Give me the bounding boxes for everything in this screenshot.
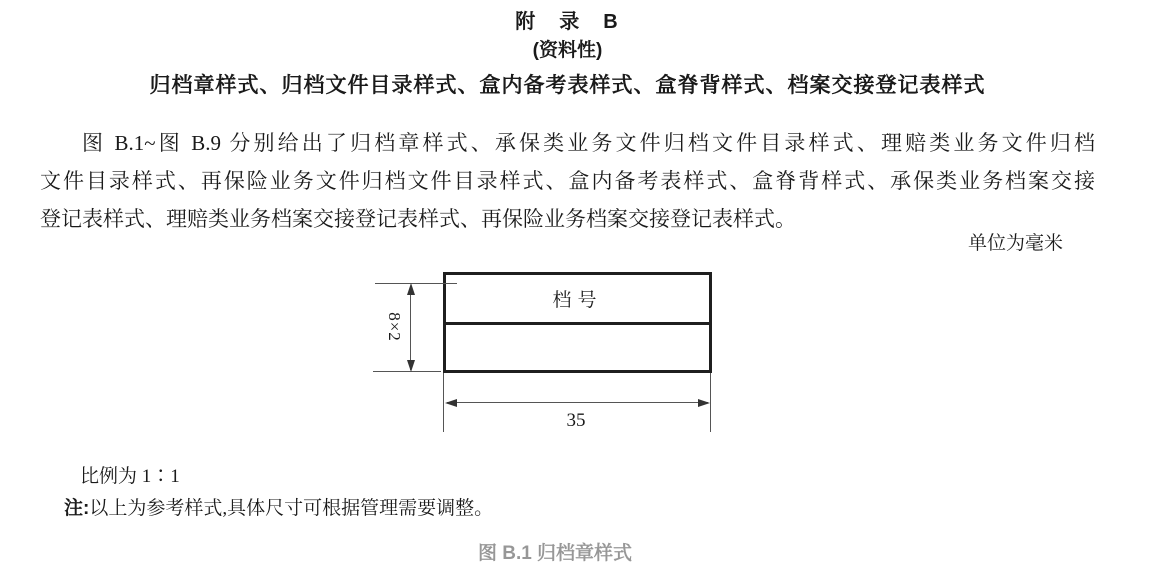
body-paragraph [40, 124, 1095, 238]
paragraph-line-3: 登记表样式、理赔类业务档案交接登记表样式、再保险业务档案交接登记表样式。 [40, 207, 796, 231]
arrow-up-icon [407, 283, 415, 295]
box-label-row [446, 275, 709, 325]
note-line [64, 493, 493, 520]
horizontal-dimension-line [447, 402, 708, 403]
scale-note: 比例为 1∶1 [80, 466, 180, 487]
paragraph-line-2: 文件目录样式、再保险业务文件归档文件目录样式、盒内备考表样式、盒脊背样式、承保类业务档案交接 [40, 169, 1095, 193]
page-title: 附 录 B [515, 11, 620, 33]
section-heading: 归档章样式、归档文件目录样式、盒内备考表样式、盒脊背样式、档案交接登记表样式 [149, 74, 986, 97]
arrow-right-icon [698, 399, 710, 407]
arrow-down-icon [407, 360, 415, 372]
page-subtitle: (资料性) [532, 40, 603, 61]
dim-extension-right [710, 373, 711, 432]
note-label: 注: [64, 498, 90, 519]
note-text: 以上为参考样式,具体尺寸可根据管理需要调整。 [89, 498, 494, 519]
vertical-dimension-line [410, 286, 411, 370]
figure-caption: 图 B.1 归档章样式 [477, 543, 633, 564]
box-label: 档号 [552, 290, 603, 311]
unit-note: 单位为毫米 [967, 233, 1063, 254]
dim-extension-top [375, 283, 457, 284]
dim-extension-left [443, 373, 444, 432]
horizontal-dimension-label: 35 [566, 410, 586, 431]
archive-stamp-box [443, 272, 712, 373]
paragraph-line-1: 图 B.1~图 B.9 分别给出了归档章样式、承保类业务文件归档文件目录样式、理赔类业务文件归档 [82, 131, 1095, 155]
vertical-dimension-label: 8×2 [385, 312, 404, 342]
arrow-left-icon [445, 399, 457, 407]
